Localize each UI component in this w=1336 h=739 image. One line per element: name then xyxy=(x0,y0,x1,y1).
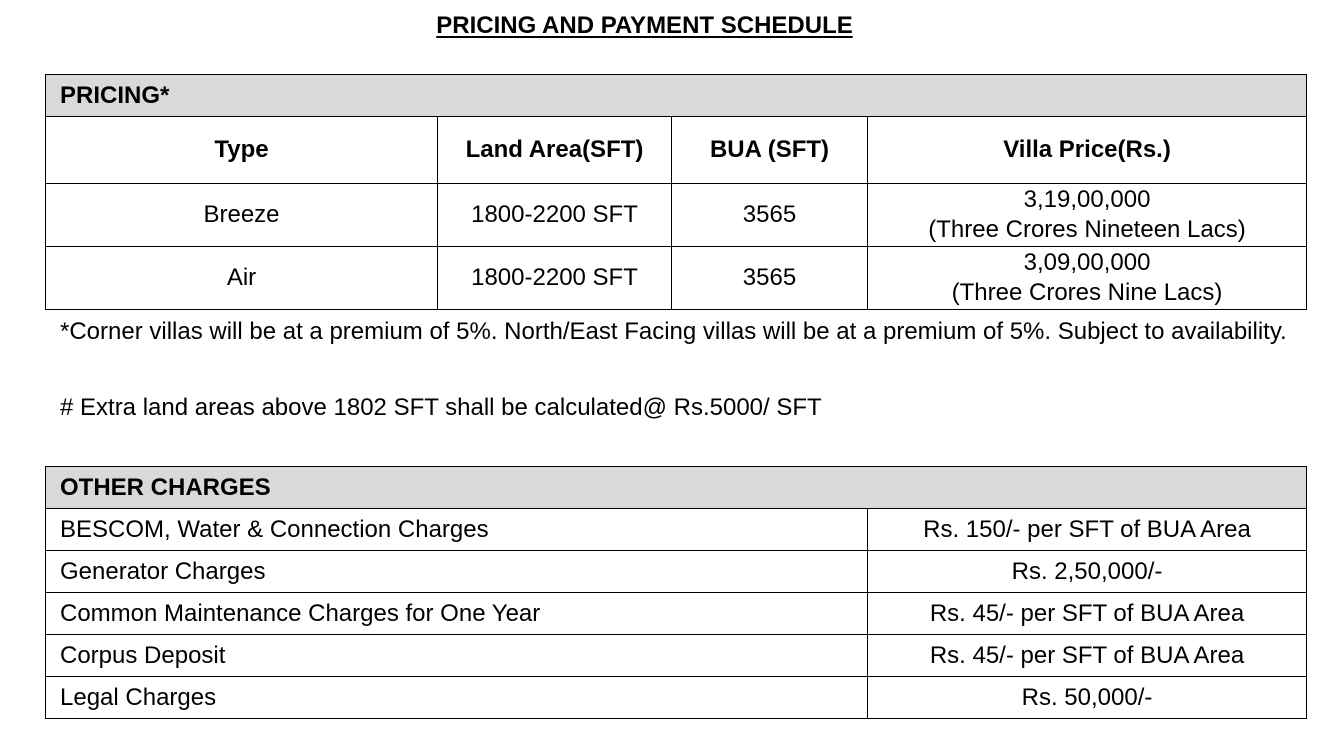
charge-value: Rs. 45/- per SFT of BUA Area xyxy=(868,593,1307,635)
bua-cell: 3565 xyxy=(672,247,868,310)
bua-cell: 3565 xyxy=(672,184,868,247)
villa-price-cell xyxy=(868,247,1307,310)
charge-label: BESCOM, Water & Connection Charges xyxy=(46,509,868,551)
table-row xyxy=(46,635,1307,677)
villa-price-words: (Three Crores Nineteen Lacs) xyxy=(928,216,1246,243)
charge-label: Common Maintenance Charges for One Year xyxy=(46,593,868,635)
villa-price-words: (Three Crores Nine Lacs) xyxy=(951,279,1223,306)
charge-value: Rs. 50,000/- xyxy=(868,677,1307,719)
column-header-land-area: Land Area(SFT) xyxy=(438,117,672,184)
pricing-header-row xyxy=(46,117,1307,184)
villa-type-cell: Air xyxy=(46,247,438,310)
column-header-villa-price: Villa Price(Rs.) xyxy=(868,117,1307,184)
land-area-cell: 1800-2200 SFT xyxy=(438,247,672,310)
villa-price-cell xyxy=(868,184,1307,247)
charge-label: Corpus Deposit xyxy=(46,635,868,677)
table-row xyxy=(46,677,1307,719)
charge-value: Rs. 150/- per SFT of BUA Area xyxy=(868,509,1307,551)
table-row xyxy=(46,551,1307,593)
pricing-heading: PRICING* xyxy=(46,75,1307,117)
table-row xyxy=(46,247,1307,310)
table-row xyxy=(46,509,1307,551)
page-title: PRICING AND PAYMENT SCHEDULE xyxy=(436,12,853,39)
extra-land-note: # Extra land areas above 1802 SFT shall be calculated@ Rs.5000/ SFT xyxy=(60,394,822,421)
charge-label: Generator Charges xyxy=(46,551,868,593)
villa-price-amount: 3,09,00,000 xyxy=(1023,249,1151,276)
other-charges-heading: OTHER CHARGES xyxy=(46,467,1307,509)
pricing-table xyxy=(45,74,1307,310)
premium-note: *Corner villas will be at a premium of 5%. North/East Facing villas will be at a premium of 5%. Subject to availability. xyxy=(60,318,1287,345)
table-row xyxy=(46,184,1307,247)
charge-value: Rs. 2,50,000/- xyxy=(868,551,1307,593)
table-row xyxy=(46,593,1307,635)
land-area-cell: 1800-2200 SFT xyxy=(438,184,672,247)
villa-price-amount: 3,19,00,000 xyxy=(1023,186,1151,213)
villa-type-cell: Breeze xyxy=(46,184,438,247)
other-charges-table xyxy=(45,466,1307,719)
column-header-bua: BUA (SFT) xyxy=(672,117,868,184)
charge-label: Legal Charges xyxy=(46,677,868,719)
charge-value: Rs. 45/- per SFT of BUA Area xyxy=(868,635,1307,677)
column-header-type: Type xyxy=(46,117,438,184)
